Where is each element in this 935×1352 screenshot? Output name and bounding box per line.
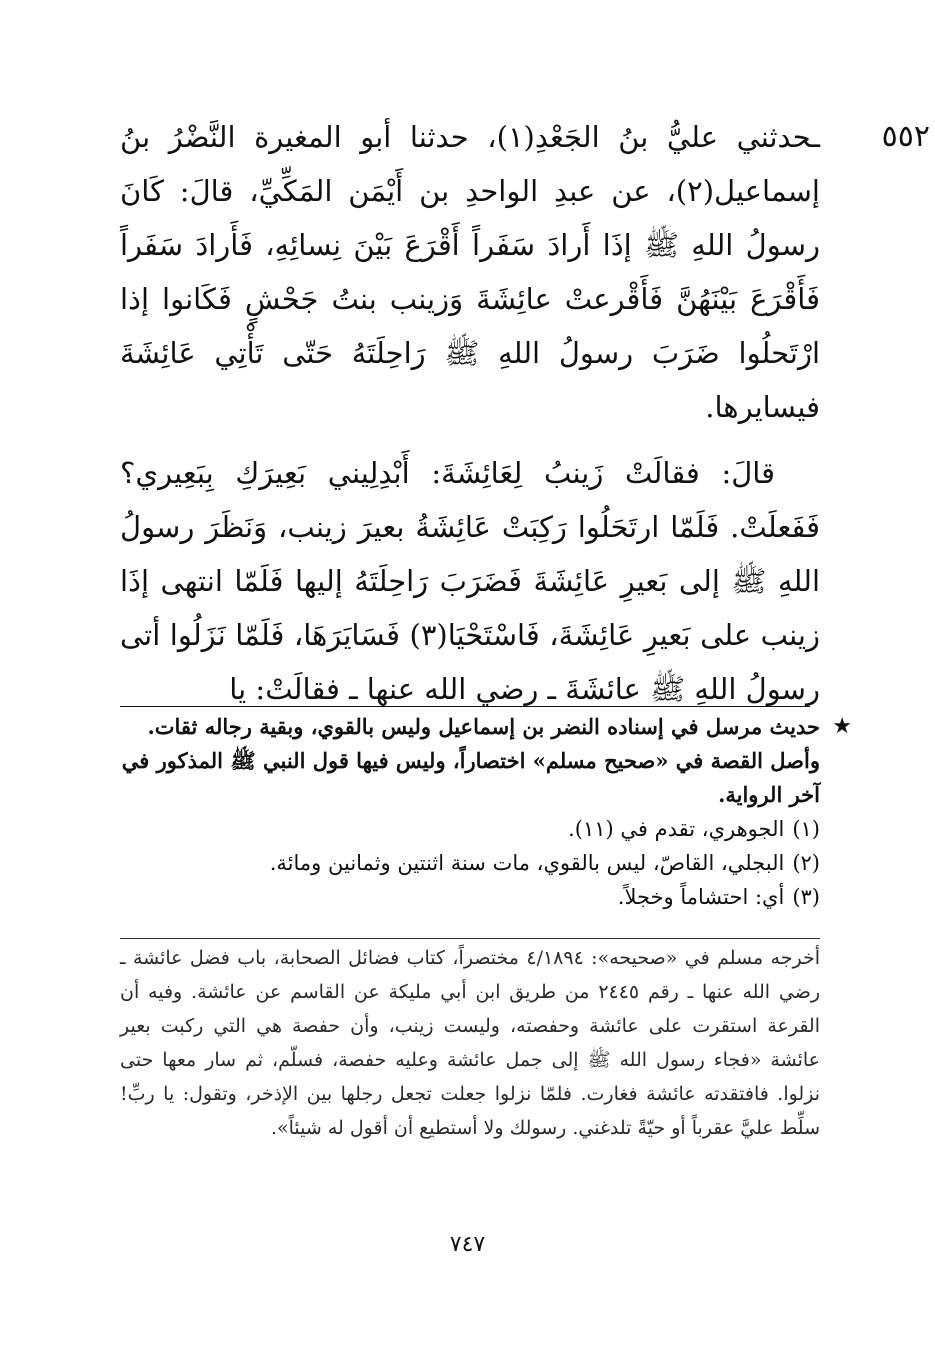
star-marker: ★ [832,714,852,739]
hadith-grading-note: حديث مرسل في إسناده النضر بن إسماعيل وليس بالقوي، وبقية رجاله ثقات. وأصل القصة في «صحيح مسلم» اختصاراً، وليس فيها قول النبي ﷺ المذكور في آخر الرواية. [121,714,820,807]
footnote-2-text: البجلي، القاصّ، ليس بالقوي، مات سنة اثنتين وثمانين ومائة. [269,851,785,875]
footnote-2 [120,846,820,880]
footnote-1-text: الجوهري، تقدم في (١١). [568,817,785,841]
page-number: ٧٤٧ [449,1232,486,1257]
hadith-paragraph-2: قالَ: فقالَتْ زَينبُ لِعَائِشَةَ: أَبْدِلِيني بَعِيرَكِ بِبَعِيري؟ فَفَعلَتْ. فَلَمّا ارتَحَلُوا رَكِبَتْ عَائِشَةُ بعيرَ زينب، وَنَظَرَ رسولُ اللهِ ﷺ إلى بَعيرِ عَائِشَةَ فَضَرَبَ رَاحِلَتَهُ إليها فَلَمّا انتهى إذَا زينب على بَعيرِ عَائِشَةَ، فَاسْتَحْيَا(٣) فَسَايَرَهَا، فَلَمّا نَزَلُوا أتى رسولُ اللهِ ﷺ عائشَةَ ـ رضي الله عنها ـ فقالَتْ: يا [120,456,820,706]
footnote-1-number: (١) [792,817,820,841]
footnote-divider [120,706,810,707]
hadith-paragraph-1: ـحدثني عليُّ بنُ الجَعْدِ(١)، حدثنا أبو المغيرة النَّضْرُ بنُ إسماعيل(٢)، عن عبدِ الواحدِ بن أَيْمَن المَكِّيِّ، قالَ: كَانَ رسولُ اللهِ ﷺ إذَا أَرادَ سَفَراً أَقْرَعَ بَيْنَ نِسائِهِ، فَأَرادَ سَفَراً فَأَقْرَعَ بَيْنَهُنَّ فَأَقْرعتْ عائِشَةَ وَزينب بنتُ جَحْشٍ فَكَانوا إذا ارْتَحلُوا ضَرَبَ رسولُ اللهِ ﷺ رَاحِلَتَهُ حَتّى تَأْتِي عَائِشَةَ فيسايرها. [120,120,820,424]
takhrij-note: أخرجه مسلم في «صحيحه»: ٤/١٨٩٤ مختصراً، كتاب فضائل الصحابة، باب فضل عائشة ـ رضي الله عنها ـ رقم ٢٤٤٥ من طريق ابن أبي مليكة عن القاسم عن عائشة. وفيه أن القرعة استقرت على عائشة وحفصته، وليست زينب، وأن حفصة هي التي ركبت بعير عائشة «فجاء رسول الله ﷺ إلى جمل عائشة وعليه حفصة، فسلّم، ثم سار معها حتى نزلوا. فافتقدته عائشة فغارت. فلمّا نزلوا جعلت تجعل رجلها بين الإذخر، وتقول: يا ربِّ! سلِّط عليَّ عقرباً أو حيّةً تلدغني. رسولك ولا أستطيع أن أقول له شيئاً». [120,938,820,1145]
hadith-text [120,110,930,716]
footnote-1 [120,812,820,846]
footnote-3-text: أي: احتشاماً وخجلاً. [617,885,785,909]
footnote-3-number: (٣) [792,885,820,909]
footnote-2-number: (٢) [792,851,820,875]
footnote-3 [120,880,820,914]
hadith-number: ٥٥٢ [881,119,930,154]
footnotes-section [120,710,852,914]
